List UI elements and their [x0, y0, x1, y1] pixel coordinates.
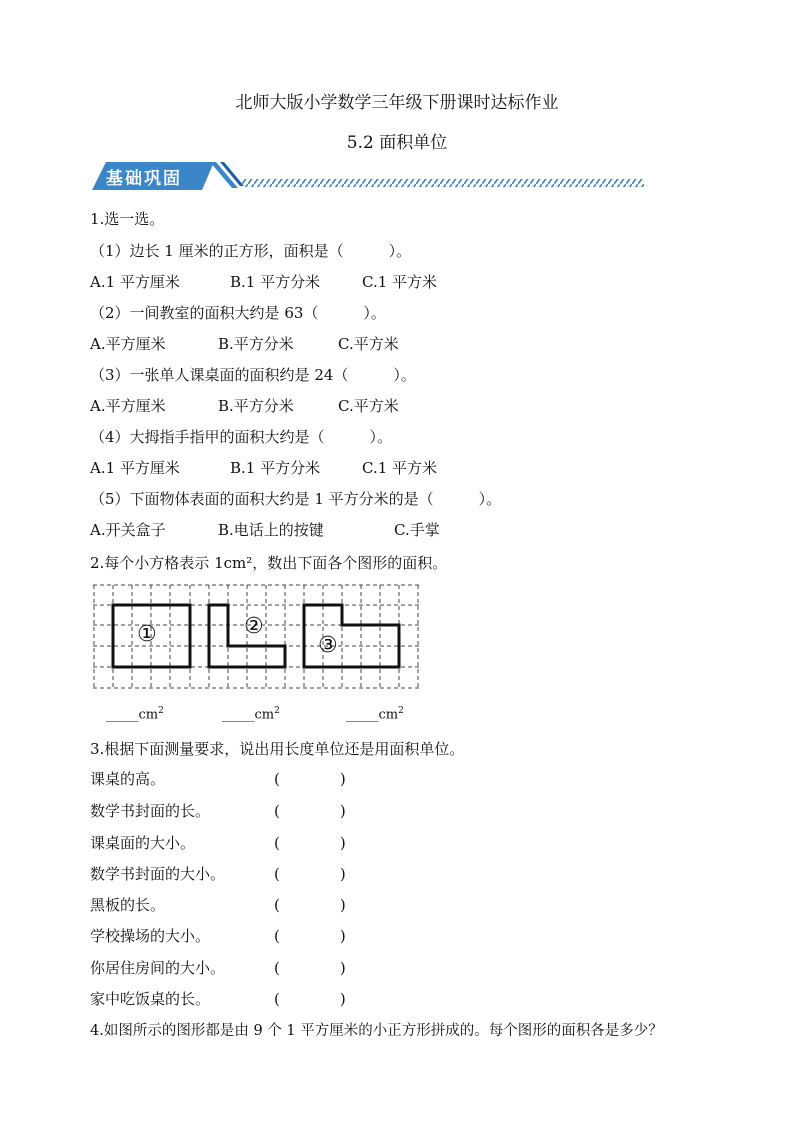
- q1-3-option-a: A.平方厘米: [90, 397, 166, 415]
- q3-item-text: 数学书封面的大小。: [90, 865, 226, 883]
- q1-5-option-b: B.电话上的按键: [218, 521, 324, 539]
- unit-exponent: 2: [398, 706, 404, 716]
- unit-exponent: 2: [274, 706, 280, 716]
- q3-item-text: 你居住房间的大小。: [90, 959, 226, 977]
- q3-answer-paren[interactable]: ( ): [274, 927, 346, 945]
- shape-2-label: ②: [244, 614, 264, 639]
- answer-2[interactable]: [222, 706, 280, 722]
- document-title: 北师大版小学数学三年级下册课时达标作业: [235, 93, 559, 113]
- q3-item-text: 课桌的高。: [90, 770, 166, 788]
- q1-stem-2: （2）一间教室的面积大约是 63（ ）。: [90, 304, 386, 322]
- q1-4-option-b: B.1 平方分米: [230, 459, 321, 477]
- unit-exponent: 2: [158, 706, 164, 716]
- answer-3[interactable]: [346, 706, 404, 722]
- q3-item-text: 数学书封面的长。: [90, 802, 211, 820]
- banner-hatch: [242, 179, 644, 187]
- q1-5-option-a: A.开关盒子: [90, 521, 166, 539]
- q2-heading: 2.每个小方格表示 1cm²，数出下面各个图形的面积。: [90, 554, 448, 572]
- q1-5-option-c: C.手掌: [394, 521, 440, 539]
- shape-1-label: ①: [137, 622, 157, 647]
- area-unit: cm: [378, 707, 399, 723]
- area-unit: cm: [254, 707, 275, 723]
- q1-4-option-a: A.1 平方厘米: [90, 459, 180, 477]
- q1-4-option-c: C.1 平方米: [362, 459, 438, 477]
- lesson-subtitle: 5.2 面积单位: [346, 133, 448, 153]
- q3-answer-paren[interactable]: ( ): [274, 896, 346, 914]
- q3-answer-paren[interactable]: ( ): [274, 770, 346, 788]
- q1-stem-1: （1）边长 1 厘米的正方形，面积是（ ）。: [90, 242, 412, 260]
- q1-2-option-c: C.平方米: [338, 335, 399, 353]
- q1-1-option-c: C.1 平方米: [362, 273, 438, 291]
- q3-answer-paren[interactable]: ( ): [274, 802, 346, 820]
- q1-2-option-b: B.平方分米: [218, 335, 294, 353]
- q3-item-text: 家中吃饭桌的长。: [90, 990, 211, 1008]
- q4-heading: 4.如图所示的图形都是由 9 个 1 平方厘米的小正方形拼成的。每个图形的面积各是多少？: [90, 1023, 663, 1039]
- answer-blank[interactable]: _____: [346, 707, 379, 723]
- q3-answer-paren[interactable]: ( ): [274, 865, 346, 883]
- q3-heading: 3.根据下面测量要求，说出用长度单位还是用面积单位。: [90, 740, 465, 758]
- shape-3-label: ③: [318, 633, 338, 658]
- q3-item-text: 学校操场的大小。: [90, 927, 211, 945]
- q1-1-option-a: A.1 平方厘米: [90, 273, 180, 291]
- q3-answer-paren[interactable]: ( ): [274, 959, 346, 977]
- q1-3-option-c: C.平方米: [338, 397, 399, 415]
- area-unit: cm: [138, 707, 159, 723]
- q1-2-option-a: A.平方厘米: [90, 335, 166, 353]
- q3-answer-paren[interactable]: ( ): [274, 990, 346, 1008]
- q3-item-text: 课桌面的大小。: [90, 834, 196, 852]
- q1-stem-3: （3）一张单人课桌面的面积约是 24（ ）。: [90, 366, 416, 384]
- q1-heading: 1.选一选。: [90, 210, 165, 228]
- q1-1-option-b: B.1 平方分米: [230, 273, 321, 291]
- q1-stem-5: （5）下面物体表面的面积大约是 1 平方分米的是（ ）。: [90, 490, 502, 508]
- section-label: 基础巩固: [106, 169, 182, 189]
- answer-1[interactable]: [106, 706, 164, 722]
- q1-stem-4: （4）大拇指手指甲的面积大约是（ ）。: [90, 428, 393, 446]
- answer-blank[interactable]: _____: [106, 707, 139, 723]
- q3-answer-paren[interactable]: ( ): [274, 834, 346, 852]
- q3-item-text: 黑板的长。: [90, 896, 166, 914]
- q1-3-option-b: B.平方分米: [218, 397, 294, 415]
- answer-blank[interactable]: _____: [222, 707, 255, 723]
